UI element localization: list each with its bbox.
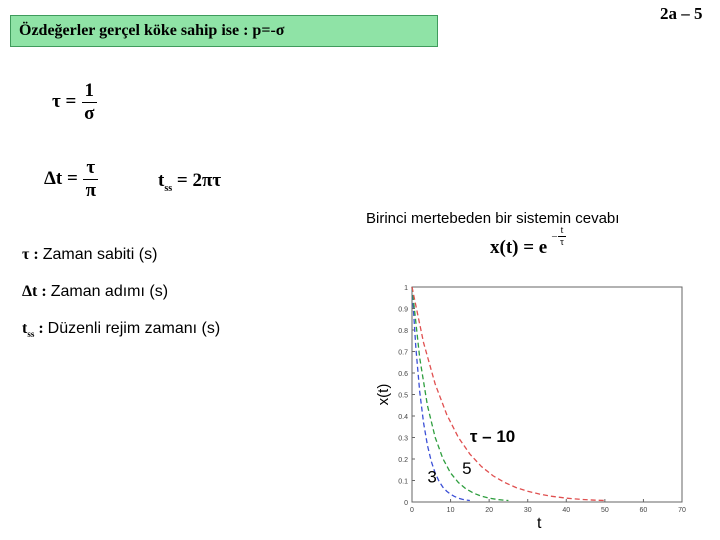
dt-equation (44, 157, 99, 202)
x-tick-label: 0 (410, 507, 414, 514)
chart-plot-group (375, 285, 686, 530)
y-tick-label: 0.9 (398, 306, 408, 314)
response-exponent-numerator: t (558, 225, 567, 237)
plot-frame (412, 287, 682, 502)
annotation-tau-5: 5 (462, 459, 472, 479)
response-formula-lhs: x(t) = e (490, 237, 548, 258)
definition-dt-text: Zaman adımı (s) (50, 283, 169, 300)
definition-tau (22, 246, 157, 264)
response-exponent-sign: – (552, 231, 557, 242)
definition-dt (22, 283, 168, 301)
y-tick-label: 0.8 (398, 328, 408, 335)
definition-tss-text: Düzenli rejim zamanı (s) (47, 320, 221, 337)
tau-fraction-denominator: σ (84, 103, 95, 124)
x-tick-label: 20 (485, 507, 494, 514)
tau-fraction (81, 80, 97, 125)
y-tick-label: 0.6 (398, 371, 408, 378)
response-exponent (552, 225, 567, 248)
tss-subscript: ss (164, 182, 173, 194)
x-tick-label: 50 (600, 507, 609, 514)
tss-symbol: t (158, 170, 165, 191)
dt-equation-lhs: Δt = (44, 167, 78, 189)
annotation-tau-3: 3 (427, 467, 437, 487)
response-exponent-fraction (557, 225, 567, 248)
annotation-tau-10: τ – 10 (469, 426, 516, 446)
y-tick-label: 1 (404, 285, 408, 292)
definition-tau-text: Zaman sabiti (s) (42, 246, 158, 263)
y-tick-label: 0.1 (398, 478, 408, 486)
definition-tss-symbol (22, 320, 44, 340)
response-exponent-denominator: τ (560, 237, 565, 249)
definition-tss-symbol-main: t (22, 320, 28, 337)
y-tick-label: 0 (404, 500, 408, 507)
definition-dt-symbol: Δt : (22, 283, 47, 300)
slide-title: Özdeğerler gerçel köke sahip ise : p=-σ (10, 15, 438, 47)
y-axis-label: x(t) (375, 383, 392, 406)
y-tick-label: 0.5 (398, 392, 408, 400)
y-tick-label: 0.3 (398, 435, 408, 443)
page-number: 2a – 5 (660, 4, 703, 23)
tau-equation-lhs: τ = (52, 90, 77, 112)
tau-equation (52, 80, 97, 125)
x-axis-label: t (537, 515, 542, 530)
dt-fraction-numerator: τ (83, 157, 98, 180)
tss-equation-rhs: = 2πτ (176, 170, 222, 191)
x-tick-label: 60 (639, 507, 648, 514)
dt-fraction-denominator: π (85, 180, 96, 201)
dt-fraction (83, 157, 99, 202)
tau-fraction-numerator: 1 (82, 80, 98, 103)
x-tick-label: 70 (678, 507, 686, 514)
x-tick-label: 40 (562, 507, 571, 514)
response-chart (370, 275, 700, 530)
chart-caption: Birinci mertebeden bir sistemin cevabı (366, 210, 620, 227)
definition-tss-symbol-colon: : (34, 320, 44, 337)
x-tick-label: 10 (446, 507, 455, 514)
definition-tau-symbol: τ : (22, 246, 39, 263)
tss-equation (158, 170, 221, 194)
y-tick-label: 0.4 (398, 414, 408, 421)
y-tick-label: 0.7 (398, 349, 408, 357)
definition-tss-symbol-sub: ss (27, 329, 35, 340)
response-formula (490, 225, 567, 262)
y-tick-label: 0.2 (398, 457, 408, 464)
x-tick-label: 30 (523, 507, 532, 514)
definition-tss (22, 320, 220, 339)
